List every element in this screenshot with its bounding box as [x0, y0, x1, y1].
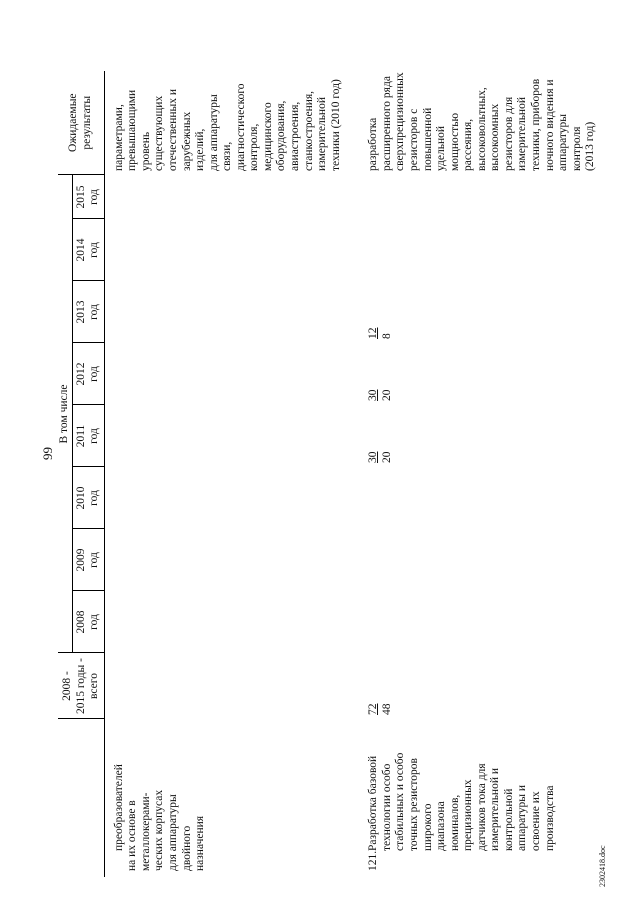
row-name: преобразователей на их основе в металлокерами- ческих корпусах для аппаратуры двойного назначения: [112, 764, 207, 871]
year-header-2009: 2009 год: [72, 529, 104, 591]
year-header-2013: 2013 год: [72, 281, 104, 343]
name-column-header: [58, 719, 104, 877]
row-2008: [104, 591, 345, 653]
expected-results-header: Ожидаемые результаты: [58, 71, 104, 175]
table-row: [104, 71, 345, 877]
year-header-2010: 2010 год: [72, 467, 104, 529]
year-header-2015: 2015 год: [72, 175, 104, 219]
row-2010: [345, 467, 600, 529]
row-2011: 30 20: [367, 451, 393, 463]
year-header-2012: 2012 год: [72, 343, 104, 405]
row-2014: [104, 219, 345, 281]
footer-docname: 2302418.doc: [598, 845, 607, 887]
row-total: 72 48: [367, 703, 393, 715]
total-column-header: 2008 - 2015 годы - всего: [58, 653, 104, 719]
row-2013: [104, 281, 345, 343]
row-2015: [104, 175, 345, 219]
row-2009: [104, 529, 345, 591]
year-header-2014: 2014 год: [72, 219, 104, 281]
year-header-2008: 2008 год: [72, 591, 104, 653]
row-2011: [104, 405, 345, 467]
row-2008: [345, 591, 600, 653]
year-header-2011: 2011 год: [72, 405, 104, 467]
in-that-number-header: В том числе: [58, 175, 72, 653]
row-2012: 30 20: [367, 389, 393, 401]
row-total: [104, 653, 345, 719]
table-header: [58, 71, 104, 877]
table-row: [345, 71, 600, 877]
row-2010: [104, 467, 345, 529]
row-expected-result: параметрами, превышающими уровень существующих отечественных и зарубежных изделий, для аппаратуры связи, диагностического контроля, медицинского оборудования, авиастроения, станкостроения, измерительной техники (2010 год): [112, 79, 342, 171]
row-2013: 12 8: [367, 327, 393, 339]
row-expected-result: разработка расширенного ряда сверхпрецизионных резисторов с повышенной удельной мощностью рассеяния, высоковольтных, высокоомных резисторов для измерительной техники, приборов ночного видения и аппаратуры контроля (2013 год): [367, 72, 597, 171]
row-2012: [104, 343, 345, 405]
row-2015: [345, 175, 600, 219]
row-name: 121. Разработка базовой технологии особо стабильных и особо точных резисторов широкого диапазона номиналов, прецизионных датчиков тока для измерительной и контрольной аппаратуры и освоение их производства: [367, 752, 556, 871]
row-2009: [345, 529, 600, 591]
budget-table: [58, 71, 600, 877]
page-number: 99: [40, 447, 55, 460]
row-2014: [345, 219, 600, 281]
